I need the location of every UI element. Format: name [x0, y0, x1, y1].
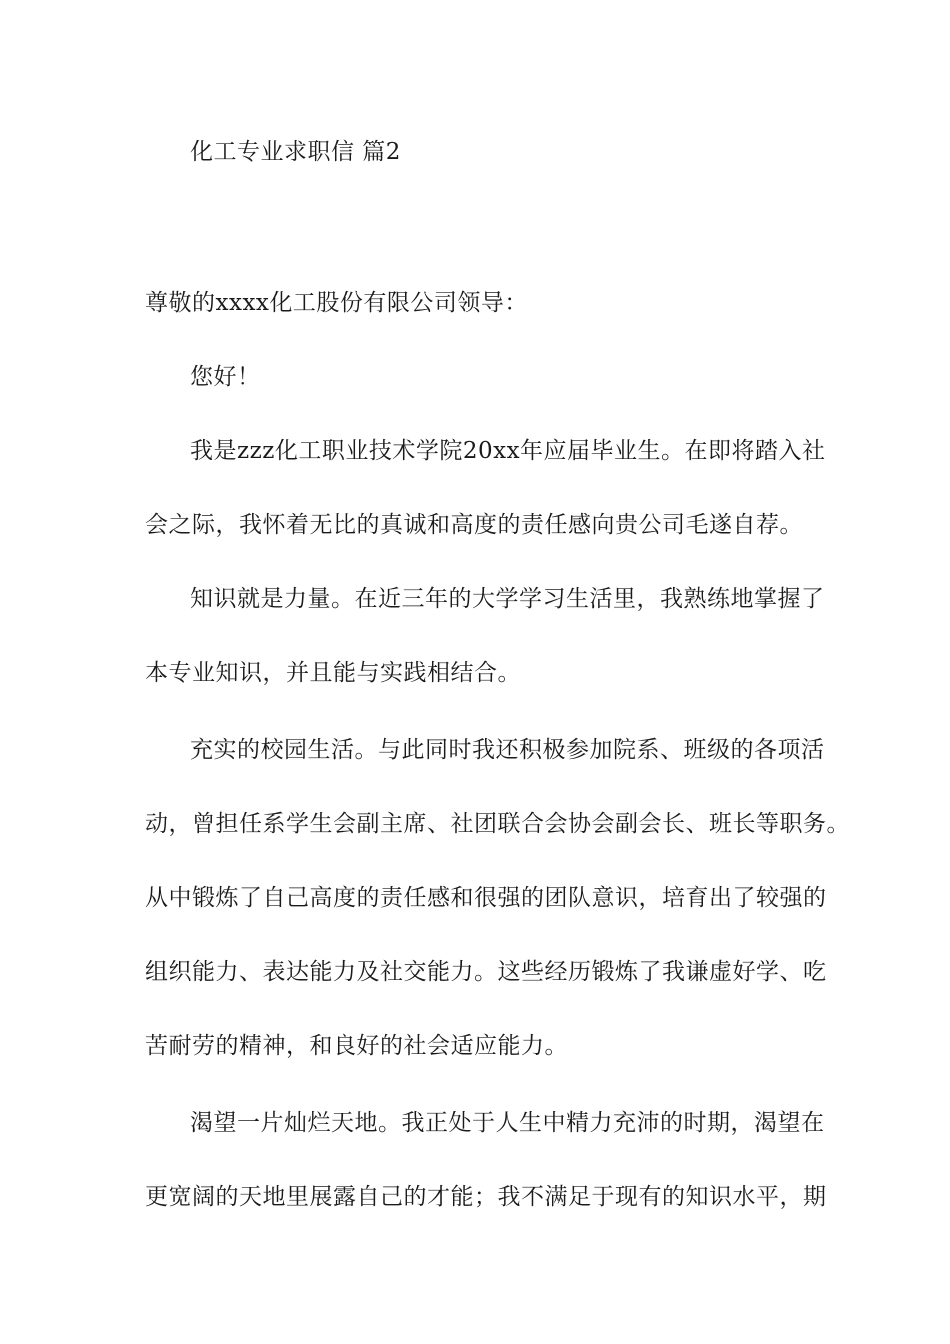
body-line: 知识就是力量。在近三年的大学学习生活里，我熟练地掌握了: [190, 586, 825, 612]
document-title: 化工专业求职信 篇2: [190, 139, 401, 165]
salutation-line: 您好！: [190, 364, 261, 390]
body-line: 我是zzz化工职业技术学院20xx年应届毕业生。在即将踏入社: [190, 438, 826, 464]
body-line: 从中锻炼了自己高度的责任感和很强的团队意识，培育出了较强的: [145, 885, 827, 911]
body-line: 本专业知识，并且能与实践相结合。: [145, 660, 521, 686]
body-line: 渴望一片灿烂天地。我正处于人生中精力充沛的时期，渴望在: [190, 1110, 825, 1136]
body-line: 会之际，我怀着无比的真诚和高度的责任感向贵公司毛遂自荐。: [145, 512, 803, 538]
body-line: 动，曾担任系学生会副主席、社团联合会协会副会长、班长等职务。: [145, 811, 850, 837]
body-line: 更宽阔的天地里展露自己的才能；我不满足于现有的知识水平，期: [145, 1184, 827, 1210]
body-line: 充实的校园生活。与此同时我还积极参加院系、班级的各项活: [190, 737, 825, 763]
body-line: 组织能力、表达能力及社交能力。这些经历锻炼了我谦虚好学、吃: [145, 959, 827, 985]
body-line: 苦耐劳的精神，和良好的社会适应能力。: [145, 1033, 568, 1059]
greeting-line: 尊敬的xxxx化工股份有限公司领导：: [145, 290, 528, 316]
